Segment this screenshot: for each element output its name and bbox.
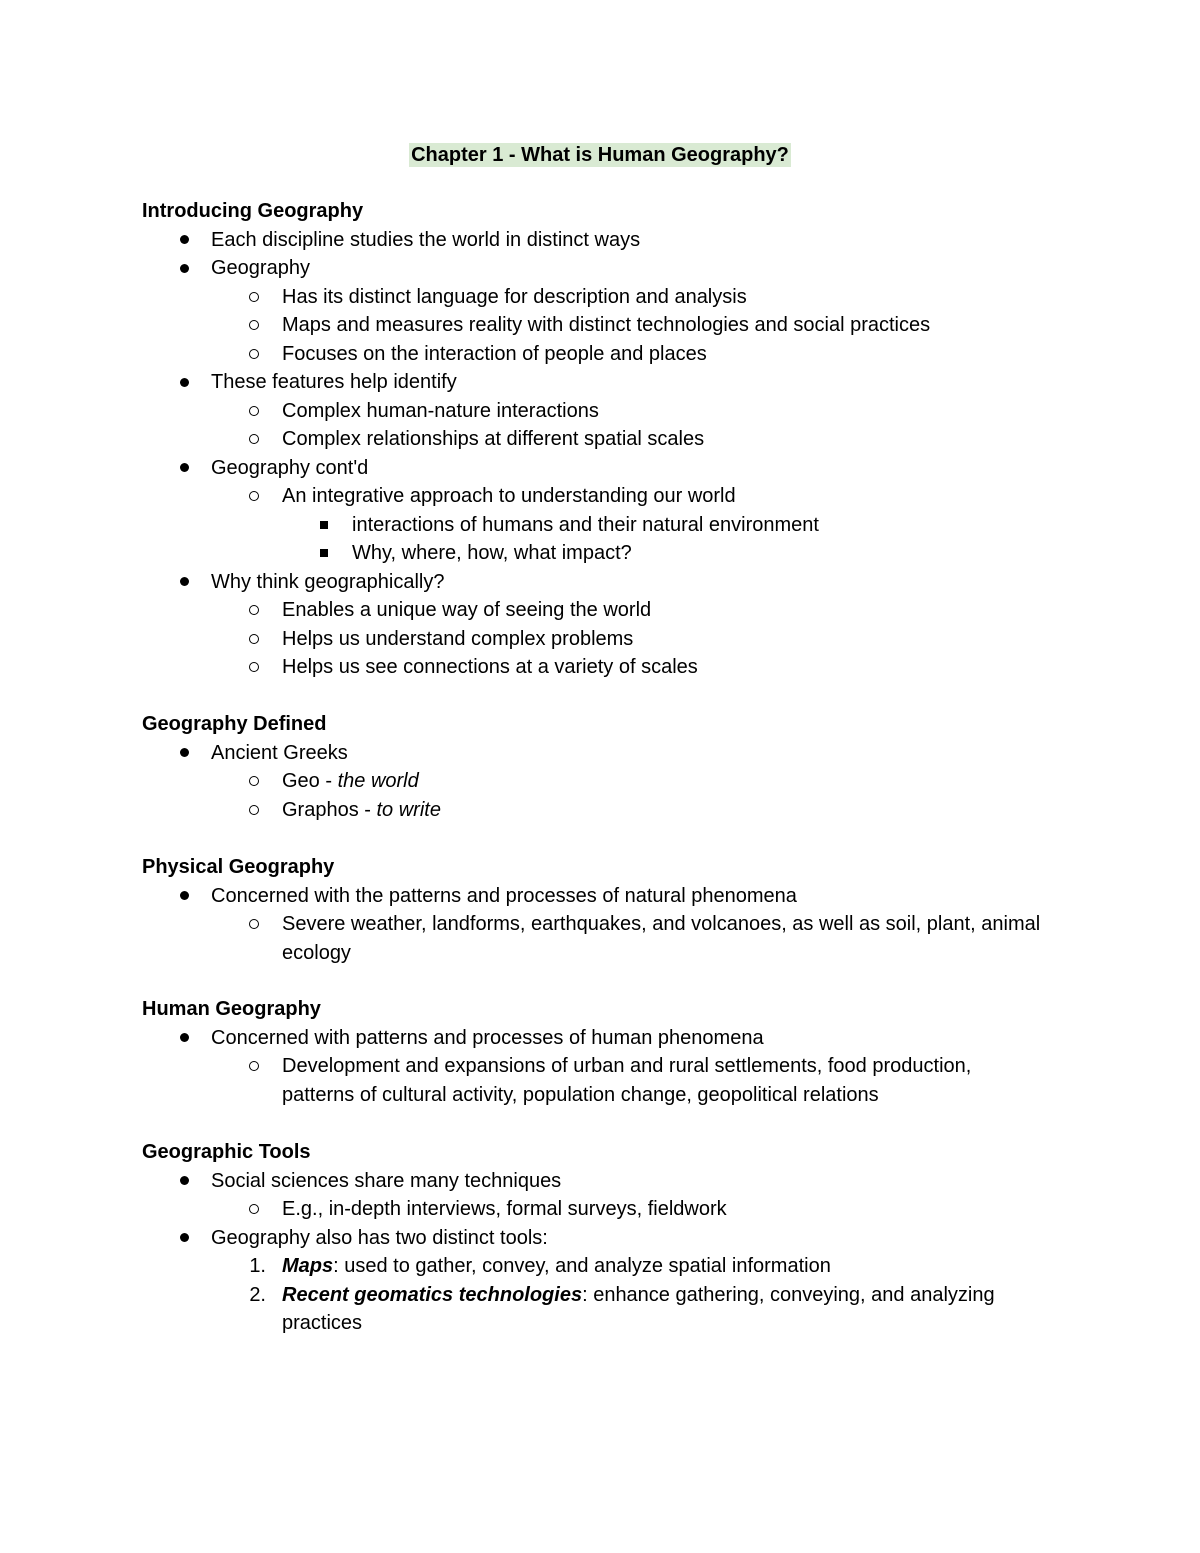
list-item: Why think geographically?: [142, 568, 1102, 597]
section-introducing-geography: [142, 197, 1102, 682]
section-heading: Physical Geography: [142, 856, 335, 878]
list-item: interactions of humans and their natural environment: [142, 511, 1102, 540]
bullet-disc-icon: [172, 1024, 196, 1053]
section-heading: Human Geography: [142, 998, 321, 1020]
list-item: An integrative approach to understanding our world: [142, 482, 1102, 511]
bullet-circle-icon: [242, 653, 266, 682]
list-item: E.g., in-depth interviews, formal surveys, fieldwork: [142, 1195, 1102, 1224]
bullet-circle-icon: [242, 596, 266, 625]
section-geographic-tools: [142, 1138, 1102, 1338]
list-item: 2. Recent geomatics technologies: enhance gathering, conveying, and analyzing practices: [142, 1281, 1102, 1338]
bullet-circle-icon: [242, 796, 266, 825]
list-item: Complex human-nature interactions: [142, 397, 1102, 426]
list-item: Concerned with patterns and processes of human phenomena: [142, 1024, 1102, 1053]
bullet-disc-icon: [172, 568, 196, 597]
list-item: Geography cont'd: [142, 454, 1102, 483]
bullet-circle-icon: [242, 1052, 266, 1081]
list-item: 1. Maps: used to gather, convey, and analyze spatial information: [142, 1252, 1102, 1281]
section-heading: Geographic Tools: [142, 1141, 311, 1163]
bullet-circle-icon: [242, 397, 266, 426]
section-human-geography: [142, 995, 1102, 1109]
bullet-disc-icon: [172, 368, 196, 397]
list-item: Maps and measures reality with distinct technologies and social practices: [142, 311, 1102, 340]
bullet-disc-icon: [172, 254, 196, 283]
section-geography-defined: [142, 710, 1102, 824]
list-item: These features help identify: [142, 368, 1102, 397]
bullet-circle-icon: [242, 1195, 266, 1224]
bullet-circle-icon: [242, 311, 266, 340]
list-item: Geo - the world: [142, 767, 1102, 796]
list-item: Enables a unique way of seeing the world: [142, 596, 1102, 625]
bullet-square-icon: [312, 539, 336, 568]
section-physical-geography: [142, 853, 1102, 967]
list-item: Geography also has two distinct tools:: [142, 1224, 1102, 1253]
bullet-square-icon: [312, 511, 336, 540]
list-item: Helps us understand complex problems: [142, 625, 1102, 654]
list-item: Severe weather, landforms, earthquakes, and volcanoes, as well as soil, plant, animal ecology: [142, 910, 1102, 967]
document-title-text: Chapter 1 - What is Human Geography?: [411, 144, 789, 166]
bullet-circle-icon: [242, 625, 266, 654]
list-item: Complex relationships at different spatial scales: [142, 425, 1102, 454]
list-item: Why, where, how, what impact?: [142, 539, 1102, 568]
bullet-circle-icon: [242, 767, 266, 796]
list-number: 1.: [249, 1255, 266, 1277]
section-heading: Geography Defined: [142, 713, 327, 735]
bullet-circle-icon: [242, 910, 266, 939]
bullet-circle-icon: [242, 283, 266, 312]
list-item: Geography: [142, 254, 1102, 283]
list-item: Development and expansions of urban and rural settlements, food production, patterns of cultural activity, population change, geopolitical relations: [142, 1052, 1102, 1109]
list-item: Has its distinct language for description and analysis: [142, 283, 1102, 312]
bullet-circle-icon: [242, 482, 266, 511]
list-item: Social sciences share many techniques: [142, 1167, 1102, 1196]
bullet-disc-icon: [172, 226, 196, 255]
bullet-disc-icon: [172, 882, 196, 911]
list-item: Each discipline studies the world in distinct ways: [142, 226, 1102, 255]
bullet-disc-icon: [172, 739, 196, 768]
bullet-circle-icon: [242, 340, 266, 369]
list-item: Graphos - to write: [142, 796, 1102, 825]
document-title: [0, 141, 1200, 169]
bullet-circle-icon: [242, 425, 266, 454]
list-item: Concerned with the patterns and processes of natural phenomena: [142, 882, 1102, 911]
bullet-disc-icon: [172, 1224, 196, 1253]
bullet-disc-icon: [172, 1167, 196, 1196]
bullet-disc-icon: [172, 454, 196, 483]
list-item: Focuses on the interaction of people and places: [142, 340, 1102, 369]
list-number: 2.: [249, 1283, 266, 1306]
list-item: Helps us see connections at a variety of scales: [142, 653, 1102, 682]
list-item: Ancient Greeks: [142, 739, 1102, 768]
section-heading: Introducing Geography: [142, 200, 364, 222]
